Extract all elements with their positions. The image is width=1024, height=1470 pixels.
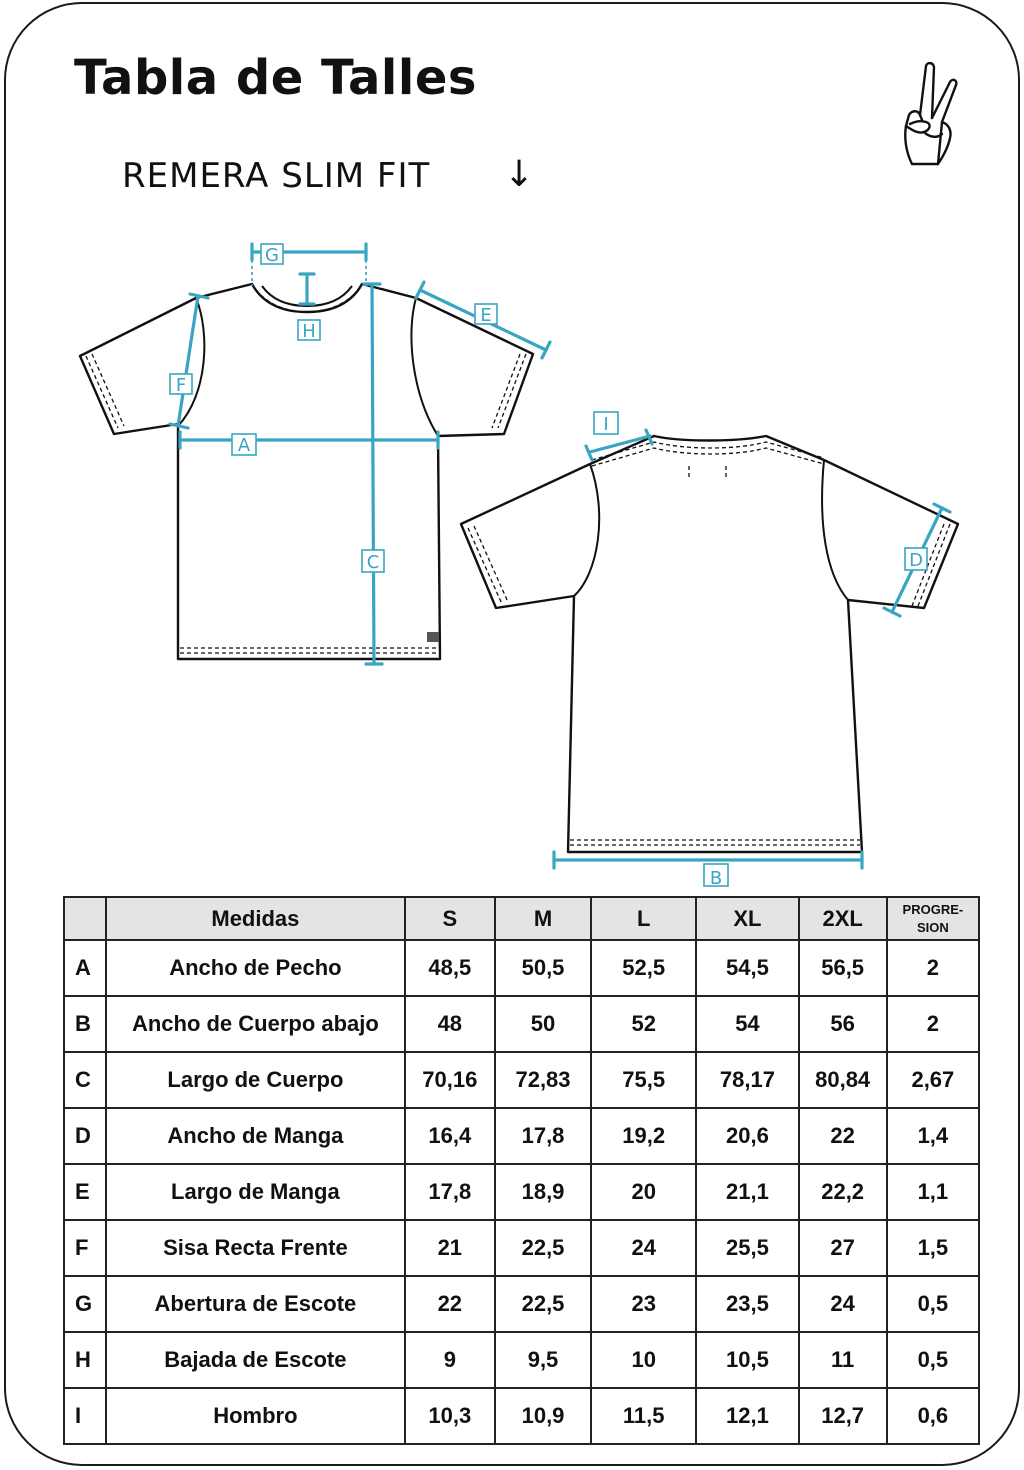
header-size-s: S — [405, 897, 495, 940]
row-measure-name: Abertura de Escote — [106, 1276, 405, 1332]
tag-d — [905, 548, 927, 571]
row-progression: 0,6 — [887, 1388, 979, 1444]
row-measure-name: Largo de Cuerpo — [106, 1052, 405, 1108]
page-title: Tabla de Talles — [74, 50, 477, 106]
value-size-xl: 21,1 — [696, 1164, 798, 1220]
row-measure-name: Bajada de Escote — [106, 1332, 405, 1388]
value-size-s: 16,4 — [405, 1108, 495, 1164]
value-size-l: 11,5 — [591, 1388, 696, 1444]
svg-text:D: D — [909, 550, 923, 571]
value-size-m: 50,5 — [495, 940, 591, 996]
tag-i — [594, 412, 618, 435]
value-size-2xl: 22,2 — [799, 1164, 887, 1220]
value-size-l: 20 — [591, 1164, 696, 1220]
row-progression: 1,1 — [887, 1164, 979, 1220]
tag-a — [232, 434, 256, 456]
value-size-s: 17,8 — [405, 1164, 495, 1220]
svg-text:I: I — [603, 414, 609, 435]
row-measure-name: Ancho de Manga — [106, 1108, 405, 1164]
value-size-l: 75,5 — [591, 1052, 696, 1108]
value-size-m: 72,83 — [495, 1052, 591, 1108]
table-header-row — [64, 897, 979, 940]
svg-text:F: F — [175, 375, 187, 396]
table-row — [64, 1052, 979, 1108]
value-size-xl: 54,5 — [696, 940, 798, 996]
product-subtitle: REMERA SLIM FIT — [122, 156, 431, 196]
tag-g — [261, 244, 283, 266]
tag-b — [704, 864, 728, 889]
svg-text:E: E — [480, 305, 492, 326]
table-row — [64, 1220, 979, 1276]
row-progression: 2,67 — [887, 1052, 979, 1108]
value-size-m: 9,5 — [495, 1332, 591, 1388]
value-size-m: 17,8 — [495, 1108, 591, 1164]
tag-f — [170, 374, 192, 396]
value-size-m: 22,5 — [495, 1220, 591, 1276]
value-size-2xl: 12,7 — [799, 1388, 887, 1444]
tshirt-measurement-diagram — [6, 204, 1024, 894]
value-size-2xl: 27 — [799, 1220, 887, 1276]
value-size-s: 70,16 — [405, 1052, 495, 1108]
row-progression: 0,5 — [887, 1276, 979, 1332]
svg-text:A: A — [237, 435, 251, 456]
value-size-2xl: 24 — [799, 1276, 887, 1332]
crossed-fingers-icon — [896, 60, 962, 172]
size-chart-card — [4, 2, 1020, 1466]
value-size-2xl: 56,5 — [799, 940, 887, 996]
label-patch — [427, 632, 439, 642]
value-size-2xl: 11 — [799, 1332, 887, 1388]
value-size-l: 24 — [591, 1220, 696, 1276]
value-size-l: 23 — [591, 1276, 696, 1332]
value-size-xl: 10,5 — [696, 1332, 798, 1388]
row-measure-name: Ancho de Pecho — [106, 940, 405, 996]
value-size-l: 52 — [591, 996, 696, 1052]
value-size-xl: 54 — [696, 996, 798, 1052]
table-row — [64, 996, 979, 1052]
header-progression: PROGRE- SION — [887, 897, 979, 940]
svg-text:B: B — [709, 868, 723, 889]
row-code: D — [64, 1108, 106, 1164]
header-size-xl: XL — [696, 897, 798, 940]
table-row — [64, 1276, 979, 1332]
value-size-2xl: 80,84 — [799, 1052, 887, 1108]
value-size-s: 48,5 — [405, 940, 495, 996]
header-measure: Medidas — [106, 897, 405, 940]
value-size-2xl: 22 — [799, 1108, 887, 1164]
row-code: G — [64, 1276, 106, 1332]
svg-text:H: H — [302, 321, 316, 342]
row-measure-name: Sisa Recta Frente — [106, 1220, 405, 1276]
back-tshirt-outline — [461, 436, 958, 852]
value-size-2xl: 56 — [799, 996, 887, 1052]
value-size-m: 50 — [495, 996, 591, 1052]
header-size-l: L — [591, 897, 696, 940]
tag-e — [475, 304, 497, 326]
table-row — [64, 1332, 979, 1388]
row-code: F — [64, 1220, 106, 1276]
row-measure-name: Ancho de Cuerpo abajo — [106, 996, 405, 1052]
row-measure-name: Largo de Manga — [106, 1164, 405, 1220]
value-size-l: 52,5 — [591, 940, 696, 996]
row-code: I — [64, 1388, 106, 1444]
value-size-xl: 25,5 — [696, 1220, 798, 1276]
tag-c — [362, 550, 384, 573]
value-size-s: 9 — [405, 1332, 495, 1388]
row-code: E — [64, 1164, 106, 1220]
down-arrow-icon: ↓ — [504, 154, 535, 195]
value-size-m: 22,5 — [495, 1276, 591, 1332]
tag-h — [298, 320, 320, 342]
value-size-xl: 78,17 — [696, 1052, 798, 1108]
table-row — [64, 1108, 979, 1164]
value-size-s: 48 — [405, 996, 495, 1052]
row-progression: 1,4 — [887, 1108, 979, 1164]
row-code: C — [64, 1052, 106, 1108]
row-code: A — [64, 940, 106, 996]
row-progression: 2 — [887, 940, 979, 996]
value-size-xl: 12,1 — [696, 1388, 798, 1444]
value-size-xl: 20,6 — [696, 1108, 798, 1164]
row-measure-name: Hombro — [106, 1388, 405, 1444]
value-size-xl: 23,5 — [696, 1276, 798, 1332]
table-row — [64, 1164, 979, 1220]
header-code — [64, 897, 106, 940]
value-size-s: 21 — [405, 1220, 495, 1276]
value-size-s: 10,3 — [405, 1388, 495, 1444]
value-size-m: 10,9 — [495, 1388, 591, 1444]
table-row — [64, 940, 979, 996]
svg-text:G: G — [265, 245, 279, 266]
value-size-s: 22 — [405, 1276, 495, 1332]
header-size-m: M — [495, 897, 591, 940]
value-size-l: 19,2 — [591, 1108, 696, 1164]
row-code: H — [64, 1332, 106, 1388]
row-progression: 0,5 — [887, 1332, 979, 1388]
row-progression: 1,5 — [887, 1220, 979, 1276]
row-code: B — [64, 996, 106, 1052]
size-table — [63, 896, 980, 1445]
value-size-l: 10 — [591, 1332, 696, 1388]
svg-text:C: C — [366, 552, 380, 573]
header-size-2xl: 2XL — [799, 897, 887, 940]
table-row — [64, 1388, 979, 1444]
value-size-m: 18,9 — [495, 1164, 591, 1220]
row-progression: 2 — [887, 996, 979, 1052]
